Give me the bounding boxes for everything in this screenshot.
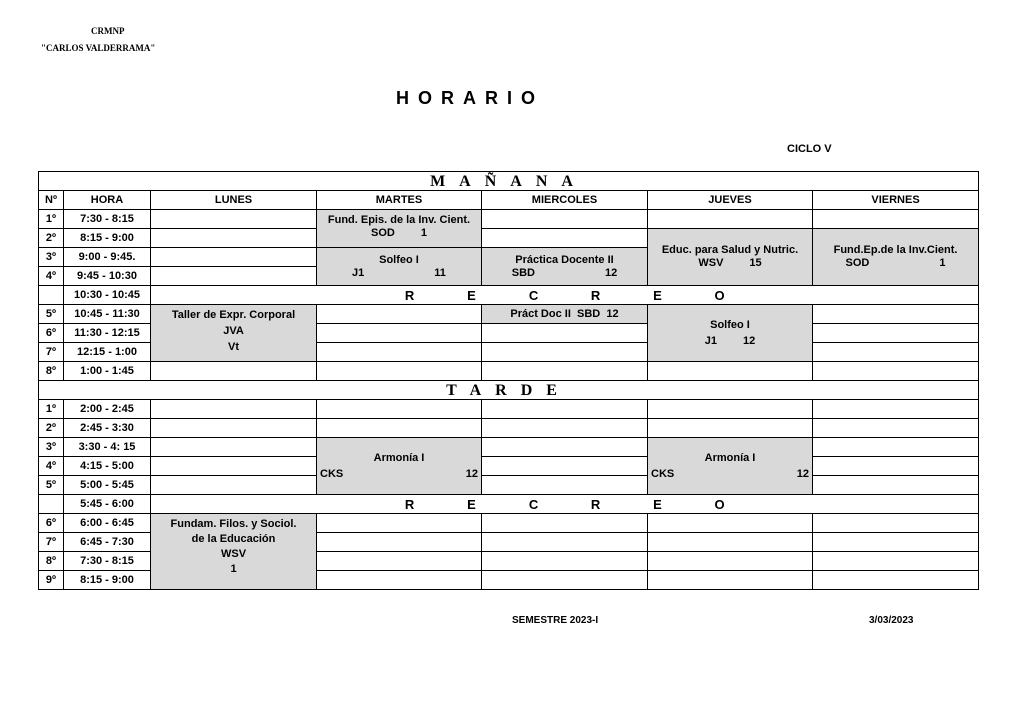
slot-empty bbox=[482, 419, 648, 438]
slot-empty bbox=[648, 210, 813, 229]
period-time: 2:00 - 2:45 bbox=[64, 400, 151, 419]
period-time: 2:45 - 3:30 bbox=[64, 419, 151, 438]
slot-empty bbox=[813, 324, 979, 343]
slot-empty bbox=[813, 457, 979, 476]
class-name: Educ. para Salud y Nutric. bbox=[661, 244, 799, 256]
slot-empty bbox=[317, 571, 482, 590]
class-code: JVA bbox=[223, 325, 244, 337]
class-code-room: CKS 12 bbox=[651, 467, 809, 480]
slot-empty bbox=[813, 419, 979, 438]
section-title-manana: MAÑANA bbox=[39, 172, 979, 191]
class-code: WSV bbox=[220, 548, 247, 560]
table-row bbox=[39, 362, 979, 381]
class-name: Taller de Expr. Corporal bbox=[171, 309, 296, 321]
slot-empty bbox=[648, 514, 813, 533]
period-time: 7:30 - 8:15 bbox=[64, 552, 151, 571]
class-code-room: J1 11 bbox=[352, 266, 446, 279]
slot-empty bbox=[648, 571, 813, 590]
class-name: Práctica Docente II bbox=[515, 253, 614, 266]
slot-empty bbox=[813, 400, 979, 419]
period-number: 5º bbox=[39, 305, 64, 324]
period-number: 3º bbox=[39, 438, 64, 457]
class-name: Solfeo I bbox=[379, 253, 419, 266]
slot-empty bbox=[317, 343, 482, 362]
slot-empty bbox=[482, 400, 648, 419]
slot-empty bbox=[482, 362, 648, 381]
table-row bbox=[39, 305, 979, 324]
col-header-lunes: LUNES bbox=[151, 191, 317, 210]
table-row bbox=[39, 400, 979, 419]
slot-empty bbox=[151, 229, 317, 248]
table-row bbox=[39, 229, 979, 248]
class-code-room: SOD 1 bbox=[371, 227, 427, 239]
slot-empty bbox=[317, 400, 482, 419]
period-number bbox=[39, 286, 64, 305]
table-row bbox=[39, 514, 979, 533]
class-name: Fund. Epis. de la Inv. Cient. bbox=[327, 214, 471, 226]
period-time: 8:15 - 9:00 bbox=[64, 229, 151, 248]
slot-empty bbox=[813, 343, 979, 362]
period-time: 12:15 - 1:00 bbox=[64, 343, 151, 362]
recreo-label: R E C R E O bbox=[151, 286, 979, 305]
period-time: 1:00 - 1:45 bbox=[64, 362, 151, 381]
slot-empty bbox=[482, 514, 648, 533]
org-subtitle: "CARLOS VALDERRAMA" bbox=[41, 43, 156, 53]
period-time: 4:15 - 5:00 bbox=[64, 457, 151, 476]
slot-empty bbox=[648, 362, 813, 381]
section-title-tarde: TARDE bbox=[39, 381, 979, 400]
period-number: 2º bbox=[39, 419, 64, 438]
class-cell-armonia-jueves bbox=[648, 438, 813, 495]
slot-empty bbox=[482, 533, 648, 552]
slot-empty bbox=[813, 305, 979, 324]
period-number: 5º bbox=[39, 476, 64, 495]
period-number: 4º bbox=[39, 457, 64, 476]
class-cell-pract-doc: Práct Doc II SBD 12 bbox=[482, 305, 648, 324]
class-cell-solfeo-jueves bbox=[648, 305, 813, 362]
slot-empty bbox=[151, 438, 317, 457]
class-code-room: CKS 12 bbox=[320, 467, 478, 480]
slot-empty bbox=[482, 457, 648, 476]
period-number: 8º bbox=[39, 552, 64, 571]
date-label: 3/03/2023 bbox=[869, 615, 914, 626]
ciclo-label: CICLO V bbox=[787, 143, 832, 155]
period-number: 1º bbox=[39, 210, 64, 229]
section-row-manana bbox=[39, 172, 979, 191]
slot-empty bbox=[482, 571, 648, 590]
period-number: 7º bbox=[39, 533, 64, 552]
slot-empty bbox=[151, 419, 317, 438]
class-name: Solfeo I bbox=[710, 318, 750, 331]
slot-empty bbox=[482, 324, 648, 343]
class-cell-fund-epis bbox=[317, 210, 482, 248]
table-row bbox=[39, 476, 979, 495]
class-cell-educ-salud bbox=[648, 229, 813, 286]
slot-empty bbox=[813, 571, 979, 590]
period-time: 11:30 - 12:15 bbox=[64, 324, 151, 343]
table-row bbox=[39, 438, 979, 457]
col-header-hora: HORA bbox=[64, 191, 151, 210]
schedule-table bbox=[38, 171, 979, 590]
class-code-room: SOD 1 bbox=[845, 257, 946, 269]
slot-empty bbox=[813, 476, 979, 495]
slot-empty bbox=[151, 476, 317, 495]
class-room: Vt bbox=[228, 341, 239, 353]
org-name: CRMNP bbox=[91, 26, 125, 36]
period-time: 3:30 - 4: 15 bbox=[64, 438, 151, 457]
period-time: 8:15 - 9:00 bbox=[64, 571, 151, 590]
slot-empty bbox=[317, 552, 482, 571]
period-number: 1º bbox=[39, 400, 64, 419]
period-time: 7:30 - 8:15 bbox=[64, 210, 151, 229]
slot-empty bbox=[648, 419, 813, 438]
section-row-tarde bbox=[39, 381, 979, 400]
slot-empty bbox=[813, 362, 979, 381]
class-cell-practica-docente bbox=[482, 248, 648, 286]
period-number: 3º bbox=[39, 248, 64, 267]
slot-empty bbox=[813, 438, 979, 457]
period-number: 7º bbox=[39, 343, 64, 362]
period-number: 8º bbox=[39, 362, 64, 381]
class-code-room: J1 12 bbox=[704, 334, 756, 347]
page-title: HORARIO bbox=[396, 88, 544, 108]
period-time: 6:45 - 7:30 bbox=[64, 533, 151, 552]
period-time: 10:30 - 10:45 bbox=[64, 286, 151, 305]
recreo-row bbox=[39, 495, 979, 514]
slot-empty bbox=[482, 438, 648, 457]
slot-empty bbox=[648, 533, 813, 552]
slot-empty bbox=[317, 362, 482, 381]
period-time: 9:45 - 10:30 bbox=[64, 267, 151, 286]
table-row bbox=[39, 457, 979, 476]
class-name: Armonía I bbox=[373, 451, 425, 464]
period-number: 6º bbox=[39, 324, 64, 343]
slot-empty bbox=[317, 514, 482, 533]
slot-empty bbox=[482, 476, 648, 495]
class-cell-solfeo-martes bbox=[317, 248, 482, 286]
class-room: 1 bbox=[230, 563, 237, 575]
period-time: 10:45 - 11:30 bbox=[64, 305, 151, 324]
class-code-room: WSV 15 bbox=[698, 257, 762, 269]
period-time: 9:00 - 9:45. bbox=[64, 248, 151, 267]
class-cell-armonia-martes bbox=[317, 438, 482, 495]
slot-empty bbox=[151, 457, 317, 476]
slot-empty bbox=[151, 248, 317, 267]
col-header-n: Nº bbox=[39, 191, 64, 210]
slot-empty bbox=[151, 210, 317, 229]
period-time: 5:00 - 5:45 bbox=[64, 476, 151, 495]
col-header-miercoles: MIERCOLES bbox=[482, 191, 648, 210]
col-header-viernes: VIERNES bbox=[813, 191, 979, 210]
slot-empty bbox=[813, 552, 979, 571]
class-cell-taller-expr bbox=[151, 305, 317, 362]
class-cell-fund-ep bbox=[813, 229, 979, 286]
recreo-row bbox=[39, 286, 979, 305]
slot-empty bbox=[482, 552, 648, 571]
slot-empty bbox=[813, 210, 979, 229]
slot-empty bbox=[151, 362, 317, 381]
slot-empty bbox=[482, 343, 648, 362]
table-row bbox=[39, 210, 979, 229]
period-time: 6:00 - 6:45 bbox=[64, 514, 151, 533]
slot-empty bbox=[482, 229, 648, 248]
slot-empty bbox=[317, 305, 482, 324]
slot-empty bbox=[151, 267, 317, 286]
semestre-label: SEMESTRE 2023-I bbox=[512, 615, 599, 626]
recreo-label: R E C R E O bbox=[151, 495, 979, 514]
class-name: Fund.Ep.de la Inv.Cient. bbox=[833, 244, 958, 256]
slot-empty bbox=[317, 324, 482, 343]
class-code-room: SBD 12 bbox=[511, 266, 618, 279]
slot-empty bbox=[648, 552, 813, 571]
period-number: 4º bbox=[39, 267, 64, 286]
class-name: Armonía I bbox=[704, 451, 756, 464]
period-number: 2º bbox=[39, 229, 64, 248]
slot-empty bbox=[813, 533, 979, 552]
table-row bbox=[39, 419, 979, 438]
period-number bbox=[39, 495, 64, 514]
slot-empty bbox=[151, 400, 317, 419]
slot-empty bbox=[317, 419, 482, 438]
col-header-martes: MARTES bbox=[317, 191, 482, 210]
slot-empty bbox=[813, 514, 979, 533]
class-cell-fundam-filos bbox=[151, 514, 317, 590]
col-header-jueves: JUEVES bbox=[648, 191, 813, 210]
slot-empty bbox=[482, 210, 648, 229]
slot-empty bbox=[648, 400, 813, 419]
header-row bbox=[39, 191, 979, 210]
period-time: 5:45 - 6:00 bbox=[64, 495, 151, 514]
period-number: 9º bbox=[39, 571, 64, 590]
class-name-line2: de la Educación bbox=[191, 533, 276, 545]
class-name-line1: Fundam. Filos. y Sociol. bbox=[170, 518, 297, 530]
slot-empty bbox=[317, 533, 482, 552]
period-number: 6º bbox=[39, 514, 64, 533]
